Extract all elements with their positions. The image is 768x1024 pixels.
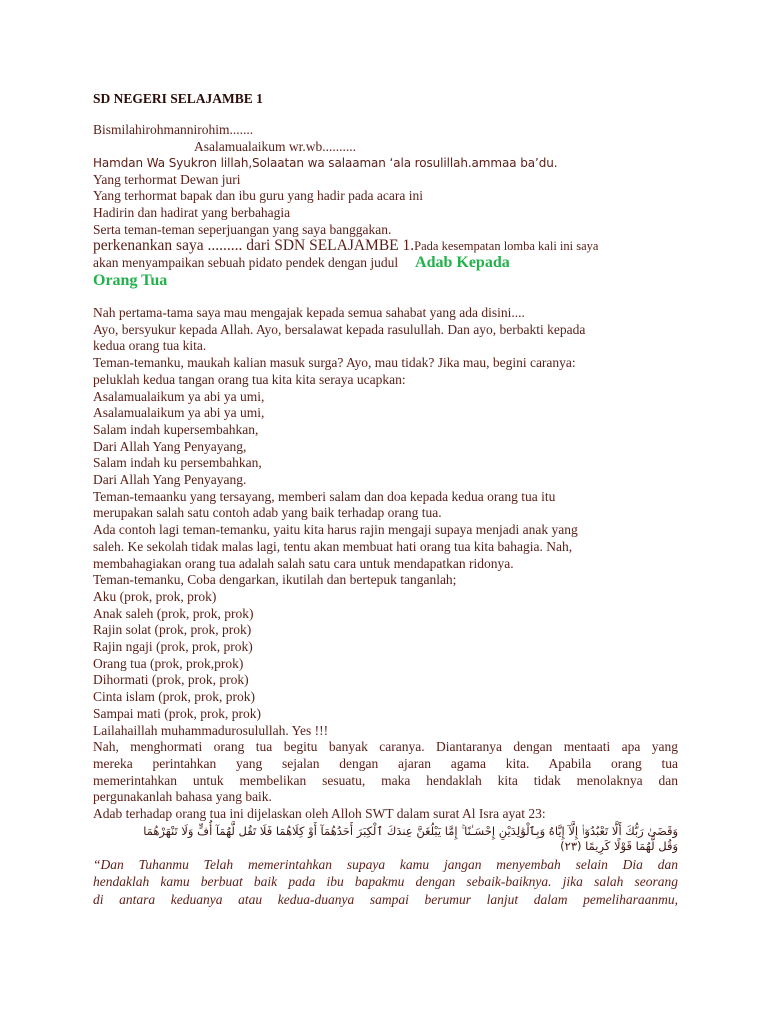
body-line: memerintahkan untuk membelikan sesuatu, maka hendaklah kita tidak menolaknya dan	[93, 772, 678, 788]
introduction-line	[93, 238, 680, 255]
school-heading: SD NEGERI SELAJAMBE 1	[93, 91, 263, 106]
body-line: mereka perintahkan yang sejalan dengan ajaran agama kita. Apabila orang tua	[93, 755, 678, 771]
speech-title-part2: Orang Tua	[93, 272, 168, 290]
chant-line: Sampai mati (prok, prok, prok)	[93, 705, 261, 721]
praise-line: Hamdan Wa Syukron lillah,Solaatan wa salaaman ‘ala rosulillah.ammaa ba’du.	[93, 156, 558, 171]
body-line: pergunakanlah bahasa yang baik.	[93, 789, 272, 805]
body-line: Nah, menghormati orang tua begitu banyak caranya. Diantaranya dengan mentaati apa yang	[93, 739, 678, 755]
body-line: Ayo, bersyukur kepada Allah. Ayo, bersalawat kepada rasulullah. Dan ayo, berbakti kepada	[93, 321, 586, 337]
speech-title-part1: Adab Kepada	[415, 253, 510, 271]
chant-line: Rajin solat (prok, prok, prok)	[93, 622, 252, 638]
body-line: Asalamualaikum ya abi ya umi,	[93, 405, 265, 421]
address-line: Hadirin dan hadirat yang berbahagia	[93, 204, 291, 220]
address-line: Yang terhormat bapak dan ibu guru yang hadir pada acara ini	[93, 188, 424, 204]
address-line: Serta teman-teman seperjuangan yang saya banggakan.	[93, 221, 392, 237]
chant-line: Anak saleh (prok, prok, prok)	[93, 605, 254, 621]
body-line: Lailahaillah muhammadurosulullah. Yes !!!	[93, 722, 329, 738]
body-line: Teman-temaanku yang tersayang, memberi salam dan doa kepada kedua orang tua itu	[93, 488, 556, 504]
body-line: Dari Allah Yang Penyayang,	[93, 438, 247, 454]
body-line: Teman-temanku, Coba dengarkan, ikutilah dan bertepuk tanganlah;	[93, 572, 457, 588]
title-intro-line	[93, 255, 680, 272]
translation-line: “Dan Tuhanmu Telah memerintahkan supaya kamu jangan menyembah selain Dia dan	[93, 856, 678, 872]
greeting-line: Asalamualaikum wr.wb..........	[194, 138, 356, 154]
address-line: Yang terhormat Dewan juri	[93, 171, 241, 187]
body-line: Dari Allah Yang Penyayang.	[93, 472, 247, 488]
basmalah-line: Bismilahirohmannirohim.......	[93, 122, 254, 137]
verse-translation	[93, 856, 678, 909]
body-line: merupakan salah satu contoh adab yang baik terhadap orang tua.	[93, 505, 442, 521]
body-line: peluklah kedua tangan orang tua kita kita seraya ucapkan:	[93, 371, 406, 387]
chant-line: Rajin ngaji (prok, prok, prok)	[93, 639, 253, 655]
occasion-text: Pada kesempatan lomba kali ini saya	[414, 239, 599, 254]
body-line: Teman-temanku, maukah kalian masuk surga? Ayo, mau tidak? Jika mau, begini caranya:	[93, 355, 576, 371]
chant-line: Dihormati (prok, prok, prok)	[93, 672, 249, 688]
arabic-line: وَقَضَىٰ رَبُّكَ أَلَّا تَعْبُدُوٓا۟ إِلَّآ إِيَّاهُ وَبِٱلْوَٰلِدَيْنِ إِحْسَـٰنًا ۚ إِمَّا يَبْلُغَنَّ عِندَكَ ٱلْكِبَرَ أَحَدُهُمَآ أَوْ كِلَاهُمَا فَلَا تَقُل لَّهُمَآ أُفٍّ وَلَا تَنْهَرْهُمَا	[143, 823, 678, 838]
chant-line: Orang tua (prok, prok,prok)	[93, 655, 244, 671]
body-line: Salam indah kupersembahkan,	[93, 421, 259, 437]
body-line: kedua orang tua kita.	[93, 338, 207, 354]
title-intro-text: akan menyampaikan sebuah pidato pendek dengan judul	[93, 254, 399, 270]
body-line: Salam indah ku persembahkan,	[93, 455, 262, 471]
body-line: membahagiakan orang tua adalah salah satu cara untuk mendapatkan ridonya.	[93, 555, 514, 571]
body-line: Asalamualaikum ya abi ya umi,	[93, 388, 265, 404]
body-line: saleh. Ke sekolah tidak malas lagi, tentu akan membuat hati orang tua kita bahagia. Nah,	[93, 538, 573, 554]
chant-line: Aku (prok, prok, prok)	[93, 588, 217, 604]
body-line: Ada contoh lagi teman-temanku, yaitu kita harus rajin mengaji supaya menjadi anak yang	[93, 522, 578, 538]
speech-opening	[93, 122, 680, 290]
body-line: Adab terhadap orang tua ini dijelaskan oleh Alloh SWT dalam surat Al Isra ayat 23:	[93, 806, 546, 822]
quran-verse	[93, 824, 678, 854]
body-line: Nah pertama-tama saya mau mengajak kepada semua sahabat yang ada disini....	[93, 305, 525, 320]
arabic-line: وَقُل لَّهُمَا قَوْلًا كَرِيمًا (٢٣)	[560, 838, 678, 853]
introduction-text: perkenankan saya ......... dari SDN SELAJAMBE 1.	[93, 237, 415, 255]
chant-line: Cinta islam (prok, prok, prok)	[93, 689, 255, 705]
translation-line: hendaklah kamu berbuat baik pada ibu bapakmu dengan sebaik-baiknya. jika salah seorang	[93, 874, 678, 890]
speech-body	[93, 305, 678, 908]
translation-line: di antara keduanya atau kedua-duanya sampai berumur lanjut dalam pemeliharaanmu,	[93, 891, 678, 907]
